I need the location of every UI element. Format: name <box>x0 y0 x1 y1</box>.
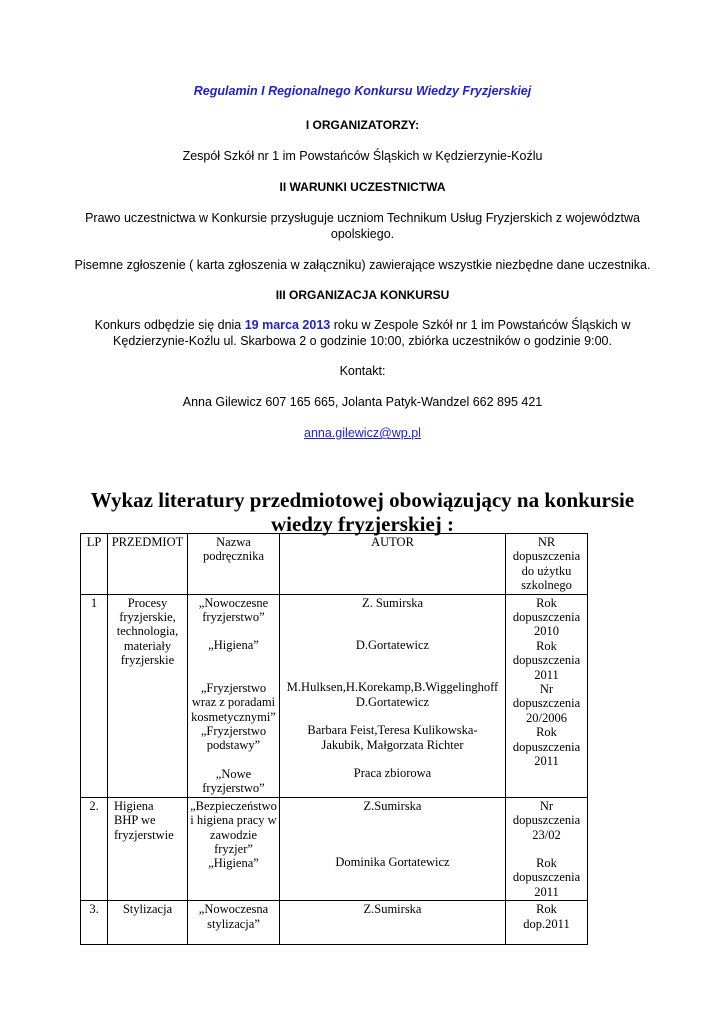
book-line: „Fryzjerstwo <box>200 724 267 739</box>
nr-line: dopuszczenia <box>512 813 581 828</box>
organizers-text: Zespół Szkół nr 1 im Powstańców Śląskich w Kędzierzynie-Koźlu <box>182 149 543 163</box>
table-header-row <box>81 534 588 595</box>
table-row <box>81 797 588 900</box>
subject-line: technologia, <box>116 624 179 639</box>
literature-title-line2: wiedzy fryzjerskiej : <box>270 512 455 536</box>
spacer <box>282 652 503 666</box>
row-subject <box>108 901 188 945</box>
nr-line: 20/2006 <box>526 710 567 725</box>
participation-text-line1: Prawo uczestnictwa w Konkursie przysługuje uczniom Technikum Usług Fryzjerskich z województwa <box>85 211 640 225</box>
nr-line: dopuszczenia <box>512 696 581 711</box>
book-line: „Nowe <box>215 766 252 781</box>
row-lp <box>81 594 108 797</box>
spacer <box>282 841 503 855</box>
nr-line: dopuszczenia <box>512 653 581 668</box>
spacer <box>190 753 277 767</box>
row-authors <box>280 594 506 797</box>
spacer <box>282 709 503 723</box>
row-subject <box>108 797 188 900</box>
nr-line: Nr <box>539 682 554 697</box>
organization-text-pre: Konkurs odbędzie się dnia <box>94 318 245 332</box>
nr-line: dopuszczenia <box>512 610 581 625</box>
header-nr-line: dopuszczenia <box>512 549 581 564</box>
book-line: „Nowoczesne <box>198 595 269 610</box>
book-line: „Bezpieczeństwo <box>190 798 277 813</box>
literature-title <box>0 488 725 536</box>
nr-line: dopuszczenia <box>512 739 581 754</box>
book-line: „Higiena” <box>208 856 259 871</box>
organization-text-post: roku w Zespole Szkół nr 1 im Powstańców Śląskich w <box>330 318 631 332</box>
author-line: Barbara Feist,Teresa Kulikowska- <box>307 723 478 738</box>
row-nrs <box>506 797 588 900</box>
nr-line: 2011 <box>534 754 559 769</box>
header-nr <box>506 534 588 595</box>
row-nrs <box>506 901 588 945</box>
row-lp-text: 2. <box>89 798 99 813</box>
spacer <box>282 813 503 827</box>
row-lp <box>81 797 108 900</box>
header-author <box>280 534 506 595</box>
spacer <box>282 752 503 766</box>
book-line: wraz z poradami <box>191 695 276 710</box>
spacer <box>282 827 503 841</box>
header-lp <box>81 534 108 595</box>
row-lp-text: 3. <box>89 902 99 917</box>
contact-people: Anna Gilewicz 607 165 665, Jolanta Patyk-Wandzel 662 895 421 <box>182 395 543 409</box>
table-row <box>81 594 588 797</box>
author-line: Jakubik, Małgorzata Richter <box>321 737 464 752</box>
header-book-line: podręcznika <box>202 549 265 564</box>
nr-line: Nr <box>539 798 554 813</box>
header-lp-text: LP <box>86 535 102 549</box>
subject-line: BHP we <box>114 813 156 828</box>
organizers-heading: I ORGANIZATORZY: <box>305 118 420 132</box>
spacer <box>282 666 503 680</box>
spacer <box>190 653 277 667</box>
subject-line: fryzjerskie <box>120 653 175 668</box>
nr-line: Rok <box>536 595 557 610</box>
row-subject <box>108 594 188 797</box>
contest-date: 19 marca 2013 <box>244 318 331 332</box>
nr-line: dop.2011 <box>523 916 570 931</box>
application-text: Pisemne zgłoszenie ( karta zgłoszenia w załączniku) zawierające wszystkie niezbędne dane uczestnika. <box>74 258 651 272</box>
participation-heading: II WARUNKI UCZESTNICTWA <box>279 180 446 194</box>
author-line: D.Gortatewicz <box>355 638 430 653</box>
nr-line: 2011 <box>534 667 559 682</box>
spacer <box>508 842 585 856</box>
nr-line: dopuszczenia <box>512 870 581 885</box>
literature-table <box>80 533 588 945</box>
contact-email-link[interactable]: anna.gilewicz@wp.pl <box>304 426 421 440</box>
book-line: kosmetycznymi” <box>191 709 276 724</box>
author-line: Z.Sumirska <box>363 902 422 917</box>
row-books <box>188 594 280 797</box>
book-line: „Higiena” <box>208 638 259 653</box>
nr-line: 2010 <box>534 624 559 639</box>
nr-line: Rok <box>536 638 557 653</box>
header-nr-line: szkolnego <box>521 578 572 593</box>
row-nrs <box>506 594 588 797</box>
header-nr-line: do użytku <box>521 563 572 578</box>
row-lp-text: 1 <box>90 595 98 610</box>
spacer <box>282 624 503 638</box>
book-line: „Fryzjerstwo <box>200 680 267 695</box>
nr-line: Rok <box>536 902 557 917</box>
nr-line: 23/02 <box>532 827 561 842</box>
header-nr-line: NR <box>537 535 556 549</box>
book-line: i higiena pracy w <box>190 813 277 828</box>
book-line: podstawy” <box>206 738 261 753</box>
subject-line: fryzjerstwie <box>114 827 174 842</box>
spacer <box>282 610 503 624</box>
subject-line: materiały <box>123 638 172 653</box>
book-line: fryzjerstwo” <box>202 610 265 625</box>
organization-text-line1 <box>0 317 725 333</box>
nr-line: 2011 <box>534 884 559 899</box>
header-author-text: AUTOR <box>371 535 414 549</box>
nr-line: Rok <box>536 855 557 870</box>
book-line: stylizacja” <box>207 916 260 931</box>
header-subject <box>108 534 188 595</box>
participation-text-line2: opolskiego. <box>330 227 395 241</box>
book-line: fryzjerstwo” <box>202 781 265 796</box>
contact-email-row <box>0 425 725 441</box>
spacer <box>190 624 277 638</box>
book-line: zawodzie <box>209 827 258 842</box>
author-line: D.Gortatewicz <box>355 694 430 709</box>
author-line: M.Hulksen,H.Korekamp,B.Wiggelinghoff <box>286 680 499 695</box>
organization-text-line2: Kędzierzynie-Koźlu ul. Skarbowa 2 o godzinie 10:00, zbiórka uczestników o godzinie 9:00. <box>113 334 612 348</box>
subject-line: Stylizacja <box>122 902 173 917</box>
row-books <box>188 901 280 945</box>
author-line: Z. Sumirska <box>361 595 424 610</box>
subject-line: Higiena <box>114 798 154 813</box>
row-authors <box>280 901 506 945</box>
contact-label: Kontakt: <box>339 364 386 378</box>
row-lp <box>81 901 108 945</box>
header-book <box>188 534 280 595</box>
author-line: Z.Sumirska <box>363 798 422 813</box>
literature-title-line1: Wykaz literatury przedmiotowej obowiązujący na konkursie <box>90 488 635 512</box>
row-authors <box>280 797 506 900</box>
book-line: „Nowoczesna <box>198 902 269 917</box>
header-subject-text: PRZEDMIOT <box>111 535 184 549</box>
author-line: Dominika Gortatewicz <box>335 855 450 870</box>
page-title: Regulamin I Regionalnego Konkursu Wiedzy Fryzjerskiej <box>193 84 532 98</box>
organization-heading: III ORGANIZACJA KONKURSU <box>275 288 450 302</box>
row-books <box>188 797 280 900</box>
header-book-line: Nazwa <box>216 535 251 549</box>
book-line: fryzjer” <box>214 841 253 856</box>
nr-line: Rok <box>536 725 557 740</box>
spacer <box>190 667 277 681</box>
table-row <box>81 901 588 945</box>
subject-line: fryzjerskie, <box>119 610 176 625</box>
subject-line: Procesy <box>127 595 168 610</box>
author-line: Praca zbiorowa <box>353 766 432 781</box>
